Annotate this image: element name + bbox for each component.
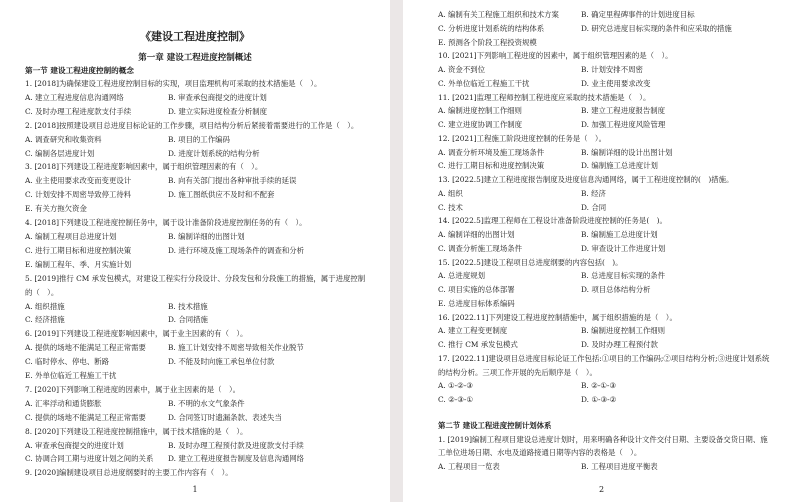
question-text: 1. [2019]编制工程项目建设总进度计划时，用来明确各种设计文件交付日期、主要设备交货日期、施工单位进场日期、水电及道路接通日期等内容的表格是（ ）。 [438, 434, 768, 458]
option-left: A. 资金不到位 [438, 65, 485, 74]
option-row [438, 338, 772, 352]
option-row [438, 146, 772, 160]
option-row [25, 147, 367, 161]
option-left: C. 调查分析施工现场条件 [438, 243, 522, 253]
option-right: D. 不能及时向施工承包单位付款 [168, 357, 275, 367]
option-row [25, 133, 367, 147]
page-2 [403, 0, 800, 502]
question-text: 15. [2022.5]建设工程项目总进度纲要的内容包括( )。 [438, 257, 623, 267]
option-row [438, 118, 772, 132]
option-row [25, 188, 367, 202]
chapter-title: 第一章 建设工程进度控制概述 [138, 53, 252, 63]
question-text: 9. [2020]编制建设项目总进度纲要时的主要工作内容有（ ）。 [25, 468, 233, 478]
option-row [438, 324, 772, 338]
option-right: B. 编制进度控制工作细则 [581, 326, 666, 336]
option-e: E. 总进度目标体系编码 [438, 298, 515, 308]
option-row [25, 355, 367, 369]
option-row [438, 460, 772, 474]
option-right: D. 建立实际进度检查分析制度 [168, 106, 268, 116]
option-row [438, 379, 772, 393]
question-text: 13. [2022.5]建立工程进度报告制度及进度信息沟通网络，属于工程进度控制的( )措施。 [438, 175, 734, 184]
option-row [438, 8, 772, 22]
option-right: D. 审查设计工作进度计划 [581, 243, 666, 253]
option-right: B. 技术措施 [168, 301, 208, 311]
option-row [25, 105, 367, 119]
option-row [25, 397, 367, 411]
option-right: D. 合同签订时遗漏条款、表述失当 [168, 412, 282, 422]
option-right: D. 研究总进度目标实现的条件和应采取的措施 [581, 23, 732, 33]
option-left: A. 汇率浮动和通货膨胀 [25, 398, 102, 408]
option-right: B. 项目的工作编码 [168, 134, 230, 144]
option-left: C. ②-③-① [438, 395, 473, 404]
option-right: D. 进度计划系统的结构分析 [168, 148, 260, 158]
option-row [25, 91, 367, 105]
option-row [25, 313, 367, 327]
option-row [25, 411, 367, 425]
option-e: E. 外单位临近工程施工干扰 [25, 371, 117, 381]
question-text: 4. [2018]下列建设工程进度控制任务中，属于设计准备阶段进度控制任务的有（ ）。 [25, 218, 307, 228]
question-text: 7. [2020]下列影响工程进度的因素中，属于业主因素的是（ ）。 [25, 384, 241, 394]
option-right: B. 建立工程进度报告制度 [581, 106, 666, 116]
option-row [438, 283, 772, 297]
option-e: E. 有关方拖欠资金 [25, 204, 87, 214]
option-left: A. 组织措施 [25, 301, 65, 311]
option-right: D. ①-③-② [581, 395, 617, 404]
question-text: 8. [2020]下列建设工程进度控制措施中，属于技术措施的是（ ）。 [25, 426, 248, 436]
option-e: E. 编制工程年、季、月实施计划 [25, 259, 132, 269]
question-text: 6. [2019]下列建设工程进度影响因素中，属于业主因素的有（ ）。 [25, 329, 248, 339]
option-row [438, 77, 772, 91]
option-left: A. 提供的场地不能满足工程正常需要 [25, 343, 146, 353]
option-left: C. 临时停水、停电、断路 [25, 357, 109, 367]
option-left: A. 编制有关工程施工组织和技术方案 [438, 10, 559, 19]
option-row [25, 452, 367, 466]
option-left: C. 提供的场地不能满足工程正常需要 [25, 412, 146, 422]
option-right: D. 项目总体结构分析 [581, 285, 651, 294]
option-left: A. 业主使用要求改变而变更设计 [25, 176, 132, 186]
option-left: A. 总进度规划 [438, 271, 485, 281]
option-row [25, 300, 367, 314]
question-list [25, 77, 367, 480]
option-row [438, 22, 772, 36]
option-right: B. 确定里程碑事件的计划进度目标 [581, 10, 695, 19]
option-row [438, 242, 772, 256]
option-right: B. 编制施工总进度计划 [581, 230, 658, 239]
option-left: C. 编制各层进度计划 [25, 148, 95, 158]
option-left: C. 经济措施 [25, 315, 65, 325]
option-right: D. 建立工程进度报告制度及信息沟通网络 [168, 454, 305, 464]
option-right: D. 业主使用要求改变 [581, 78, 651, 88]
option-right: D. 施工图纸供应不及时和不配套 [168, 190, 275, 200]
option-right: B. 编制详细的设计出图计划 [581, 147, 673, 157]
option-left: C. 及时办理工程进度款支付手续 [25, 106, 132, 116]
option-left: A. 建立工程进度信息沟通网络 [25, 92, 124, 102]
option-row [438, 393, 772, 407]
option-left: C. 外单位临近工程施工干扰 [438, 78, 530, 88]
option-right: D. 编制施工总进度计划 [581, 161, 658, 171]
question-text: 3. [2018]下列建设工程进度影响因素中，属于组织管理因素的有（ ）。 [25, 162, 263, 172]
option-right: B. 向有关部门提出各种审批手续的延误 [168, 176, 297, 186]
option-right: B. 总进度目标实现的条件 [581, 271, 666, 281]
section-title: 第一节 建设工程进度控制的概念 [25, 66, 134, 75]
option-right: B. 编制详细的出图计划 [168, 231, 245, 241]
option-row [438, 187, 772, 201]
question-text: 16. [2022.11]下列建设工程进度控制措施中，属于组织措施的是（ ）。 [438, 312, 677, 322]
option-left: C. 推行 CM 承发包模式 [438, 340, 518, 349]
option-row [25, 244, 367, 258]
page-number: 1 [192, 485, 198, 494]
question-list [438, 8, 772, 474]
question-text: 12. [2021]工程施工阶段进度控制的任务是（ ）。 [438, 133, 607, 143]
option-row [438, 63, 772, 77]
option-right: D. 及时办理工程预付款 [581, 340, 658, 349]
question-text: 10. [2021]下列影响工程进度的因素中，属于组织管理因素的是（ ）。 [438, 51, 673, 61]
option-right: B. 计划安排不周密 [581, 65, 643, 74]
option-left: C. 协调合同工期与进度计划之间的关系 [25, 454, 154, 464]
option-row [438, 104, 772, 118]
option-left: A. 编制详细的出图计划 [438, 230, 515, 239]
option-left: C. 建立进度协调工作制度 [438, 120, 522, 129]
question-text: 14. [2022.5]监理工程师在工程设计准备阶段进度控制的任务是( )。 [438, 216, 667, 226]
option-left: A. 建立工程变更制度 [438, 326, 508, 336]
option-left: A. ①-②-③ [438, 381, 473, 391]
option-left: C. 计划安排不周密导致停工待料 [25, 190, 132, 200]
option-right: B. 及时办理工程预付款及进度款支付手续 [168, 440, 304, 450]
option-right: D. 进行环境及施工现场条件的调查和分析 [168, 245, 305, 255]
option-right: B. 经济 [581, 188, 606, 198]
option-left: A. 调查研究和收集资料 [25, 134, 102, 144]
question-text: 17. [2022.11]建设项目总进度目标论证工作包括:①项目的工作编码;②项目结构分析;③进度计划系统的结构分析。三项工作开展的先后顺序是（ ）。 [438, 353, 770, 377]
option-left: A. 组织 [438, 188, 463, 198]
option-row [438, 159, 772, 173]
option-row [25, 174, 367, 188]
option-left: C. 分析进度计划系统的结构体系 [438, 23, 545, 33]
option-right: D. 加强工程进度风险管理 [581, 120, 666, 129]
option-left: C. 进行工期目标和进度控制决策 [25, 245, 132, 255]
section-title: 第二节 建设工程进度控制计划体系 [438, 420, 552, 430]
option-left: C. 进行工期目标和进度控制决策 [438, 161, 545, 171]
option-right: B. 审查承包商提交的进度计划 [168, 92, 267, 102]
option-row [438, 269, 772, 283]
option-row [438, 228, 772, 242]
option-left: A. 编制工程项目总进度计划 [25, 231, 117, 241]
option-right: B. 施工计划安排不周密导致相关作业脱节 [168, 343, 304, 353]
option-row [25, 439, 367, 453]
option-right: D. 合同措施 [168, 315, 208, 325]
option-left: C. 技术 [438, 202, 463, 212]
book-title: 《建设工程进度控制》 [140, 30, 250, 43]
question-text: 1. [2018]为确保建设工程进度控制目标的实现，项目监理机构可采取的技术措施是（ ）。 [25, 79, 322, 88]
question-text: 5. [2019]推行 CM 承发包模式，对建设工程实行分段设计、分段发包和分段施工的措施，属于进度控制的（ ）。 [25, 273, 366, 297]
option-left: A. 工程项目一览表 [438, 462, 500, 471]
option-right: B. 工程项目进度平衡表 [581, 462, 658, 471]
question-text: 2. [2018]按照建设项目总进度目标论证的工作步骤，项目结构分析后紧接着需要进行的工作是（ ）。 [25, 120, 359, 130]
option-left: A. 编制进度控制工作细则 [438, 106, 522, 116]
option-right: B. 不明的水文气象条件 [168, 398, 245, 408]
option-left: C. 项目实施的总体部署 [438, 285, 515, 294]
option-row [25, 230, 367, 244]
option-row [25, 341, 367, 355]
option-left: A. 审查承包商提交的进度计划 [25, 440, 124, 450]
page-number: 2 [598, 485, 605, 494]
option-row [438, 201, 772, 215]
page-1 [0, 0, 390, 502]
option-right: D. 合同 [581, 202, 607, 212]
question-text: 11. [2021]监理工程师控制工程进度应采取的技术措施是（ ）。 [438, 92, 651, 102]
option-right: B. ②-①-③ [581, 381, 617, 391]
option-left: A. 调查分析环境及施工现场条件 [438, 147, 545, 157]
option-e: E. 预测各个阶段工程投资规模 [438, 37, 537, 47]
